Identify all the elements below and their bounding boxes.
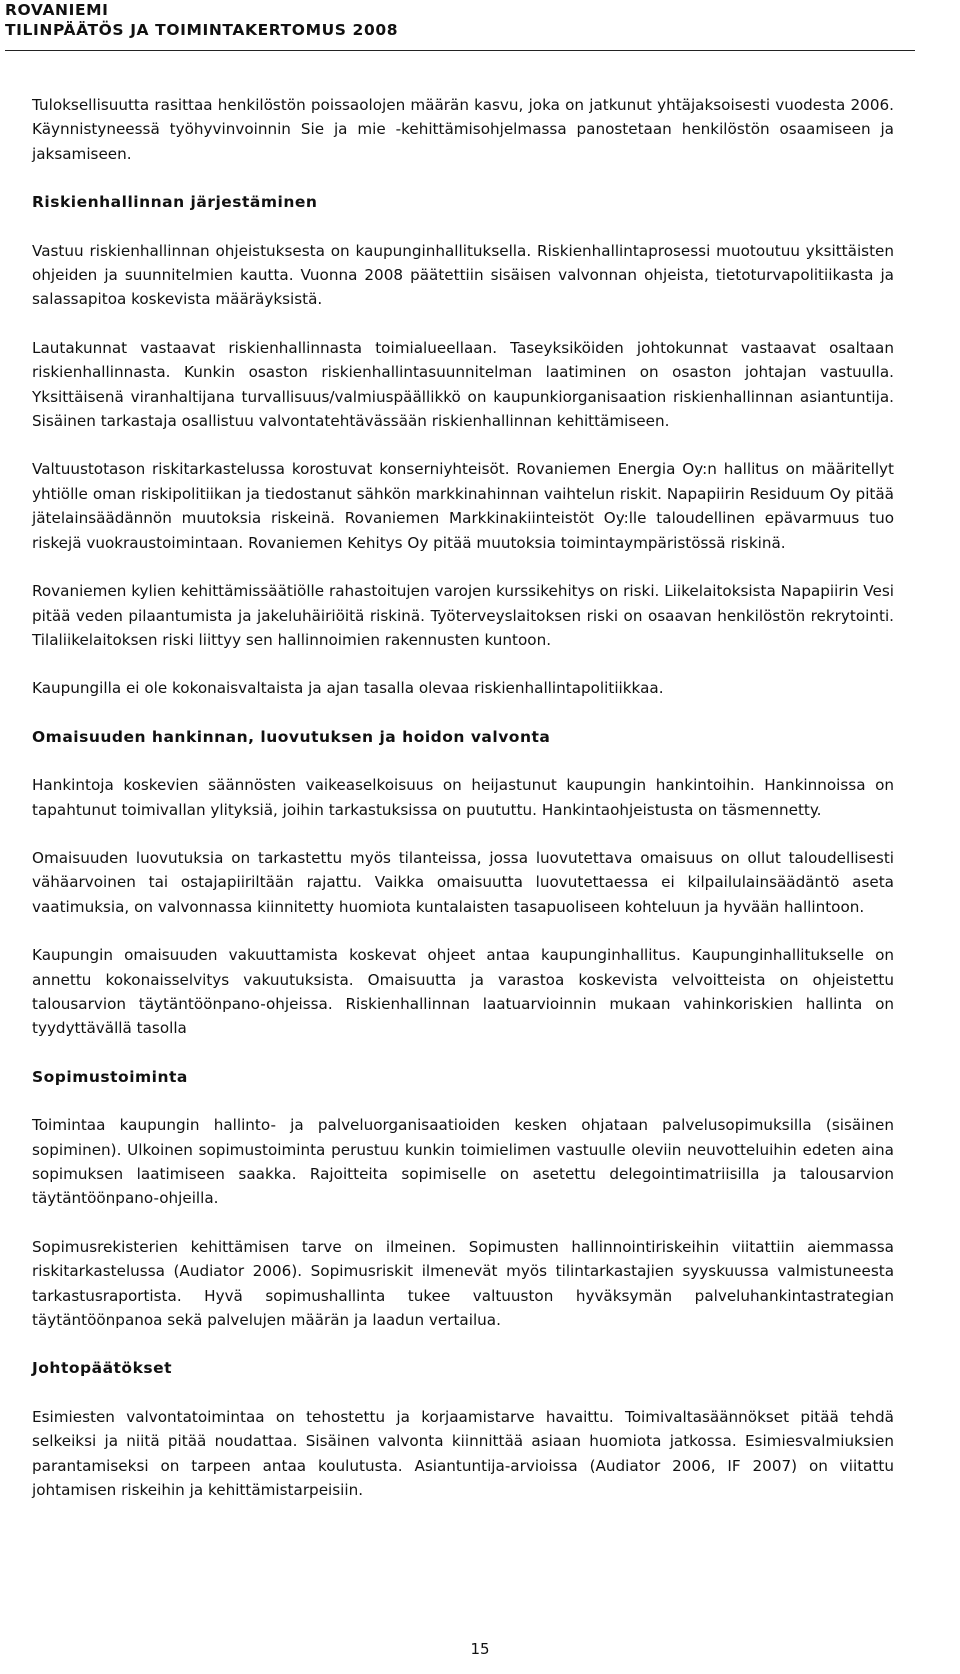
header-report-title: TILINPÄÄTÖS JA TOIMINTAKERTOMUS 2008: [5, 21, 399, 39]
header-city: ROVANIEMI: [5, 1, 109, 19]
section-heading-asset-control: Omaisuuden hankinnan, luovutuksen ja hoidon valvonta: [32, 727, 551, 746]
header-divider: [5, 50, 915, 51]
paragraph: Hankintoja koskevien säännösten vaikeaselkoisuus on heijastunut kaupungin hankintoihin. Hankinnoissa on tapahtunut toimivallan ylityksiä, joihin tarkastuksissa on puututtu. Hankintaohjeistusta on täsmennetty.: [32, 776, 894, 819]
section-heading-risk-management: Riskienhallinnan järjestäminen: [32, 193, 318, 212]
paragraph: Rovaniemen kylien kehittämissäätiölle rahastoitujen varojen kurssikehitys on riski. Liikelaitoksista Napapiirin Vesi pitää veden pilaantumista ja jakeluhäiriöitä riskinä. Työterveyslaitoksen riski on osaavan henkilöstön rekrytointi. Tilaliikelaitoksen riski liittyy sen hallinnoimien rakennusten kuntoon.: [32, 582, 894, 649]
document-body: [32, 93, 894, 1526]
paragraph: Toimintaa kaupungin hallinto- ja palveluorganisaatioiden kesken ohjataan palvelusopimuksilla (sisäinen sopiminen). Ulkoinen sopimustoiminta perustuu kunkin toimielimen vastuulle oleviin neuvotteluihin edeten aina sopimuksen laatimiseen saakka. Rajoitteita sopimiselle on asetettu delegointimatriisilla ja talousarvion täytäntöönpano-ohjeilla.: [32, 1116, 894, 1208]
document-header: [5, 0, 398, 40]
paragraph: Vastuu riskienhallinnan ohjeistuksesta on kaupunginhallituksella. Riskienhallintaprosessi muotoutuu yksittäisten ohjeiden ja suunnitelmien kautta. Vuonna 2008 päätettiin sisäisen valvonnan ohjeista, tietoturvapolitiikasta ja salassapitoa koskevista määräyksistä.: [32, 241, 894, 309]
page-number: 15: [470, 1640, 490, 1658]
paragraph: Tuloksellisuutta rasittaa henkilöstön poissaolojen määrän kasvu, joka on jatkunut yhtäjaksoisesti vuodesta 2006. Käynnistyneessä työhyvinvoinnin Sie ja mie -kehittämisohjelmassa panostetaan henkilöstön osaamiseen ja jaksamiseen.: [32, 96, 894, 163]
paragraph: Omaisuuden luovutuksia on tarkastettu myös tilanteissa, jossa luovutettava omaisuus on ollut taloudellisesti vähäarvoinen tai ostajapiiriltään rajattu. Vaikka omaisuutta luovutettaessa ei kilpailulainsäädäntö aseta vaatimuksia, on valvonnassa kiinnitetty huomiota kuntalaisten tasapuoliseen kohteluun ja hyvään hallintoon.: [32, 848, 894, 916]
paragraph: Kaupungin omaisuuden vakuuttamista koskevat ohjeet antaa kaupunginhallitus. Kaupunginhallitukselle on annettu kokonaisselvitys vakuutuksista. Omaisuutta ja varastoa koskevista velvoitteista on ohjeistettu talousarvion täytäntöönpano-ohjeissa. Riskienhallinnan laatuarvioinnin mukaan vahinkoriskien hallinta on tyydyttävällä tasolla: [32, 946, 894, 1038]
section-heading-conclusions: Johtopäätökset: [32, 1359, 173, 1378]
paragraph: Lautakunnat vastaavat riskienhallinnasta toimialueellaan. Taseyksiköiden johtokunnat vastaavat osaltaan riskienhallinnasta. Kunkin osaston riskienhallintasuunnitelman laatiminen on osaston johtajan vastuulla. Yksittäisenä viranhaltijana turvallisuus/valmiuspäällikkö on kaupunkiorganisaation riskienhallinnan asiantuntija. Sisäinen tarkastaja osallistuu valvontatehtävässään riskienhallinnan kehittämiseen.: [32, 338, 894, 431]
paragraph: Esimiesten valvontatoimintaa on tehostettu ja korjaamistarve havaittu. Toimivaltasäännökset pitää tehdä selkeiksi ja niitä pitää noudattaa. Sisäinen valvonta kiinnittää asiaan huomiota jatkossa. Esimiesvalmiuksien parantamiseksi on tarpeen antaa koulutusta. Asiantuntija-arvioissa (Audiator 2006, IF 2007) on viitattu johtamisen riskeihin ja kehittämistarpeisiin.: [32, 1407, 894, 1500]
paragraph: Sopimusrekisterien kehittämisen tarve on ilmeinen. Sopimusten hallinnointiriskeihin viitattiin aiemmassa riskitarkastelussa (Audiator 2006). Sopimusriskit ilmenevät myös tilintarkastajien syyskuussa valmistuneesta tarkastusraportista. Hyvä sopimushallinta tukee valtuuston hyväksymän palveluhankintastrategian täytäntöönpanoa sekä palvelujen määrän ja laadun vertailua.: [32, 1237, 894, 1330]
paragraph: Kaupungilla ei ole kokonaisvaltaista ja ajan tasalla olevaa riskienhallintapolitiikkaa.: [32, 679, 664, 698]
paragraph: Valtuustotason riskitarkastelussa korostuvat konserniyhteisöt. Rovaniemen Energia Oy:n hallitus on määritellyt yhtiölle oman riskipolitiikan ja tiedostanut sähkön markkinahinnan vaihtelun riskit. Napapiirin Residuum Oy pitää jätelainsäädännön muutoksia riskeinä. Rovaniemen Markkinakiinteistöt Oy:lle taloudellinen epävarmuus tuo riskejä vuokraustoimintaan. Rovaniemen Kehitys Oy pitää muutoksia toimintaympäristössä riskinä.: [32, 460, 894, 552]
section-heading-contracts: Sopimustoiminta: [32, 1067, 188, 1086]
